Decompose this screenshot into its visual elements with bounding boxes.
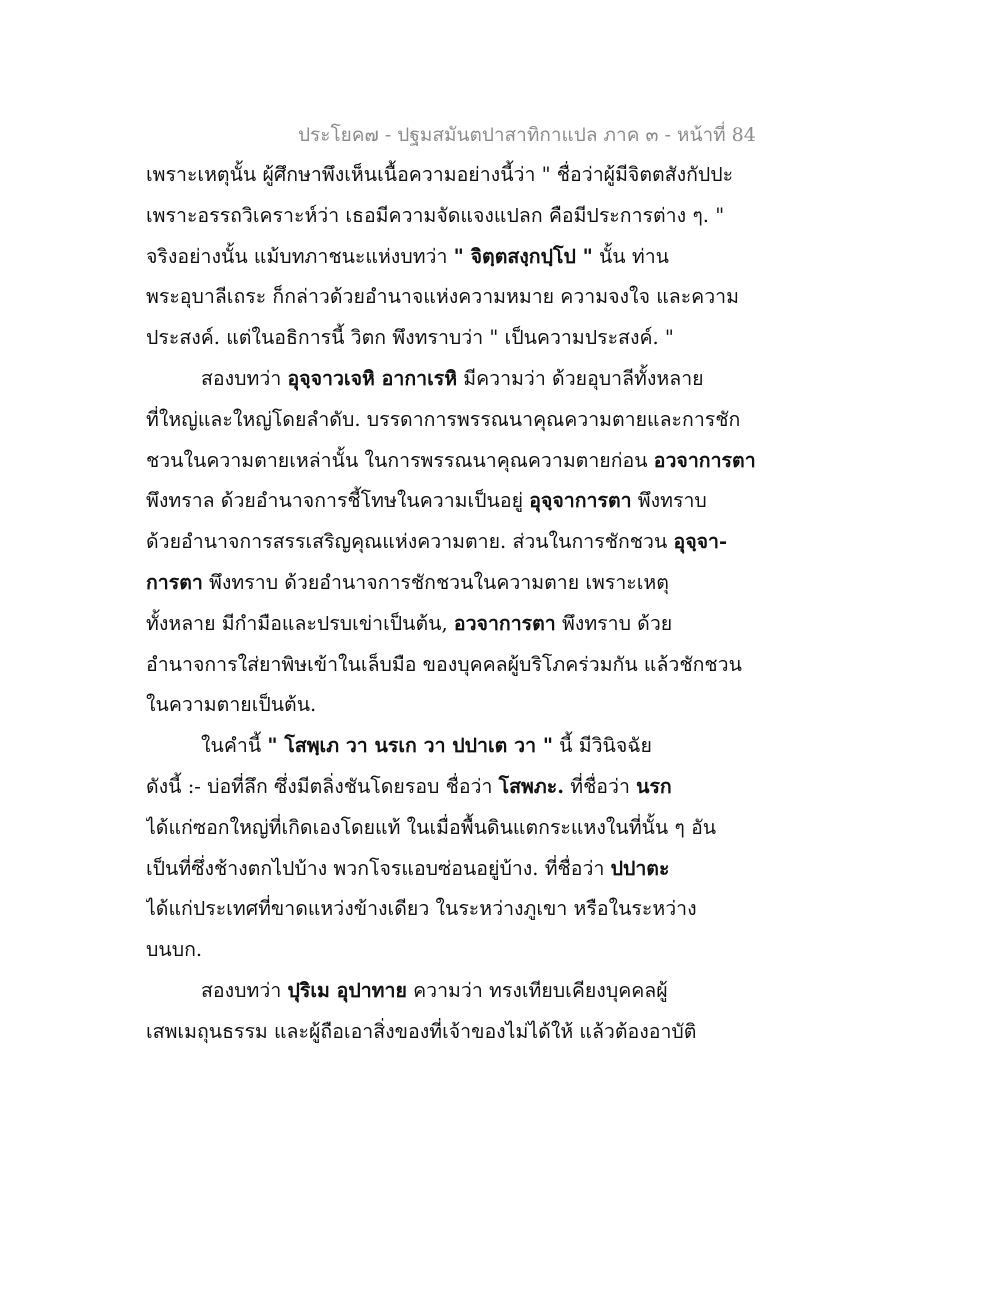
text-line [146, 808, 866, 849]
text-run: ด้วยอำนาจการสรรเสริญคุณแห่งความตาย. ส่วนในการชักชวน [146, 530, 674, 554]
bold-term: อวจาการตา [653, 448, 756, 472]
text-line [146, 522, 866, 563]
text-run: สองบทว่า [201, 978, 288, 1002]
text-run: บนบก. [146, 938, 203, 962]
text-line [146, 277, 866, 318]
page-body [146, 155, 866, 1053]
text-run: ได้แก่ซอกใหญ่ที่เกิดเองโดยแท้ ในเมื่อพื้นดินแตกระแหงในที่นั้น ๆ อัน [146, 815, 717, 839]
text-line [146, 196, 866, 237]
bold-term: อวจาการตา [453, 611, 556, 635]
text-run: นี้ มีวินิจฉัย [552, 734, 652, 758]
paragraph-first-line [146, 971, 866, 1012]
bold-term: ปปาตะ [610, 856, 670, 880]
bold-term: ปุริเม อุปาทาย [287, 978, 407, 1002]
text-line [146, 318, 866, 359]
bold-term: นรก [636, 774, 672, 798]
text-run: ที่ชื่อว่า [564, 774, 637, 798]
text-run: อำนาจการใส่ยาพิษเข้าในเล็บมือ ของบุคคลผู้บริโภคร่วมกัน แล้วชักชวน [146, 652, 742, 676]
text-run: จริงอย่างนั้น แม้บทภาชนะแห่งบทว่า [146, 244, 454, 268]
paragraph-first-line [146, 726, 866, 767]
text-line [146, 441, 866, 482]
text-run: ได้แก่ประเทศที่ขาดแหว่งข้างเดียว ในระหว่างภูเขา หรือในระหว่าง [146, 897, 697, 921]
page-header: ประโยค๗ - ปฐมสมันตปาสาทิกาแปล ภาค ๓ - หน้าที่ 84 [298, 124, 756, 146]
text-run: เสพเมถุนธรรม และผู้ถือเอาสิ่งของที่เจ้าของไม่ได้ให้ แล้วต้องอาบัติ [146, 1019, 697, 1043]
text-line [146, 155, 866, 196]
bold-term: อุจฺจา- [673, 530, 728, 554]
text-run: พึงทราบ ด้วย [555, 611, 673, 635]
text-line [146, 849, 866, 890]
text-run: ประสงค์. แต่ในอธิการนี้ วิตก พึงทราบว่า " เป็นความประสงค์. " [146, 326, 674, 350]
text-line [146, 481, 866, 522]
text-line [146, 930, 866, 971]
text-run: ทั้งหลาย มีกำมือและปรบเข่าเป็นต้น, [146, 611, 454, 635]
text-run: สองบทว่า [201, 366, 288, 390]
text-line [146, 604, 866, 645]
text-line [146, 645, 866, 686]
text-run: พึงทราบ [631, 489, 707, 513]
text-run: เพราะเหตุนั้น ผู้ศึกษาพึงเห็นเนื้อความอย่างนี้ว่า " ชื่อว่าผู้มีจิตตสังกัปปะ [146, 163, 734, 186]
paragraph-first-line [146, 359, 866, 400]
text-run: พึงทราล ด้วยอำนาจการชี้โทษในความเป็นอยู่ [146, 489, 530, 513]
text-run: ดังนี้ :- บ่อที่ลึก ซึ่งมีตลิ่งชันโดยรอบ ชื่อว่า [146, 774, 499, 798]
text-run: มีความว่า ด้วยอุบาลีทั้งหลาย [457, 366, 704, 390]
bold-term: อุจฺจาวเจหิ อากาเรหิ [287, 366, 458, 390]
bold-term: " จิตฺตสงฺกปฺโป " [453, 244, 593, 268]
text-run: พึงทราบ ด้วยอำนาจการชักชวนในความตาย เพราะเหตุ [202, 570, 669, 594]
bold-term: อุจฺจาการตา [529, 489, 632, 513]
text-run: ในความตายเป็นต้น. [146, 693, 317, 717]
text-line [146, 400, 866, 441]
bold-term: " โสพฺเภ วา นรเก วา ปปาเต วา " [267, 734, 553, 758]
text-run: เป็นที่ซึ่งช้างตกไปบ้าง พวกโจรแอบซ่อนอยู่บ้าง. ที่ชื่อว่า [146, 856, 611, 880]
text-line [146, 237, 866, 278]
text-run: เพราะอรรถวิเคราะห์ว่า เธอมีความจัดแจงแปลก คือมีประการต่าง ๆ. " [146, 203, 725, 227]
text-run: ความว่า ทรงเทียบเคียงบุคคลผู้ [406, 978, 668, 1002]
bold-term: การตา [146, 570, 203, 594]
text-run: ในคำนี้ [201, 734, 268, 758]
text-run: ชวนในความตายเหล่านั้น ในการพรรณนาคุณความตายก่อน [146, 448, 654, 472]
bold-term: โสพภะ. [498, 774, 565, 798]
text-line [146, 685, 866, 726]
text-line [146, 563, 866, 604]
text-run: ที่ใหญ่และใหญ่โดยลำดับ. บรรดาการพรรณนาคุณความตายและการชัก [146, 407, 741, 431]
text-run: พระอุบาลีเถระ ก็กล่าวด้วยอำนาจแห่งความหมาย ความจงใจ และความ [146, 285, 739, 309]
text-line [146, 889, 866, 930]
text-line [146, 767, 866, 808]
text-line [146, 1012, 866, 1053]
text-run: นั้น ท่าน [592, 244, 669, 268]
